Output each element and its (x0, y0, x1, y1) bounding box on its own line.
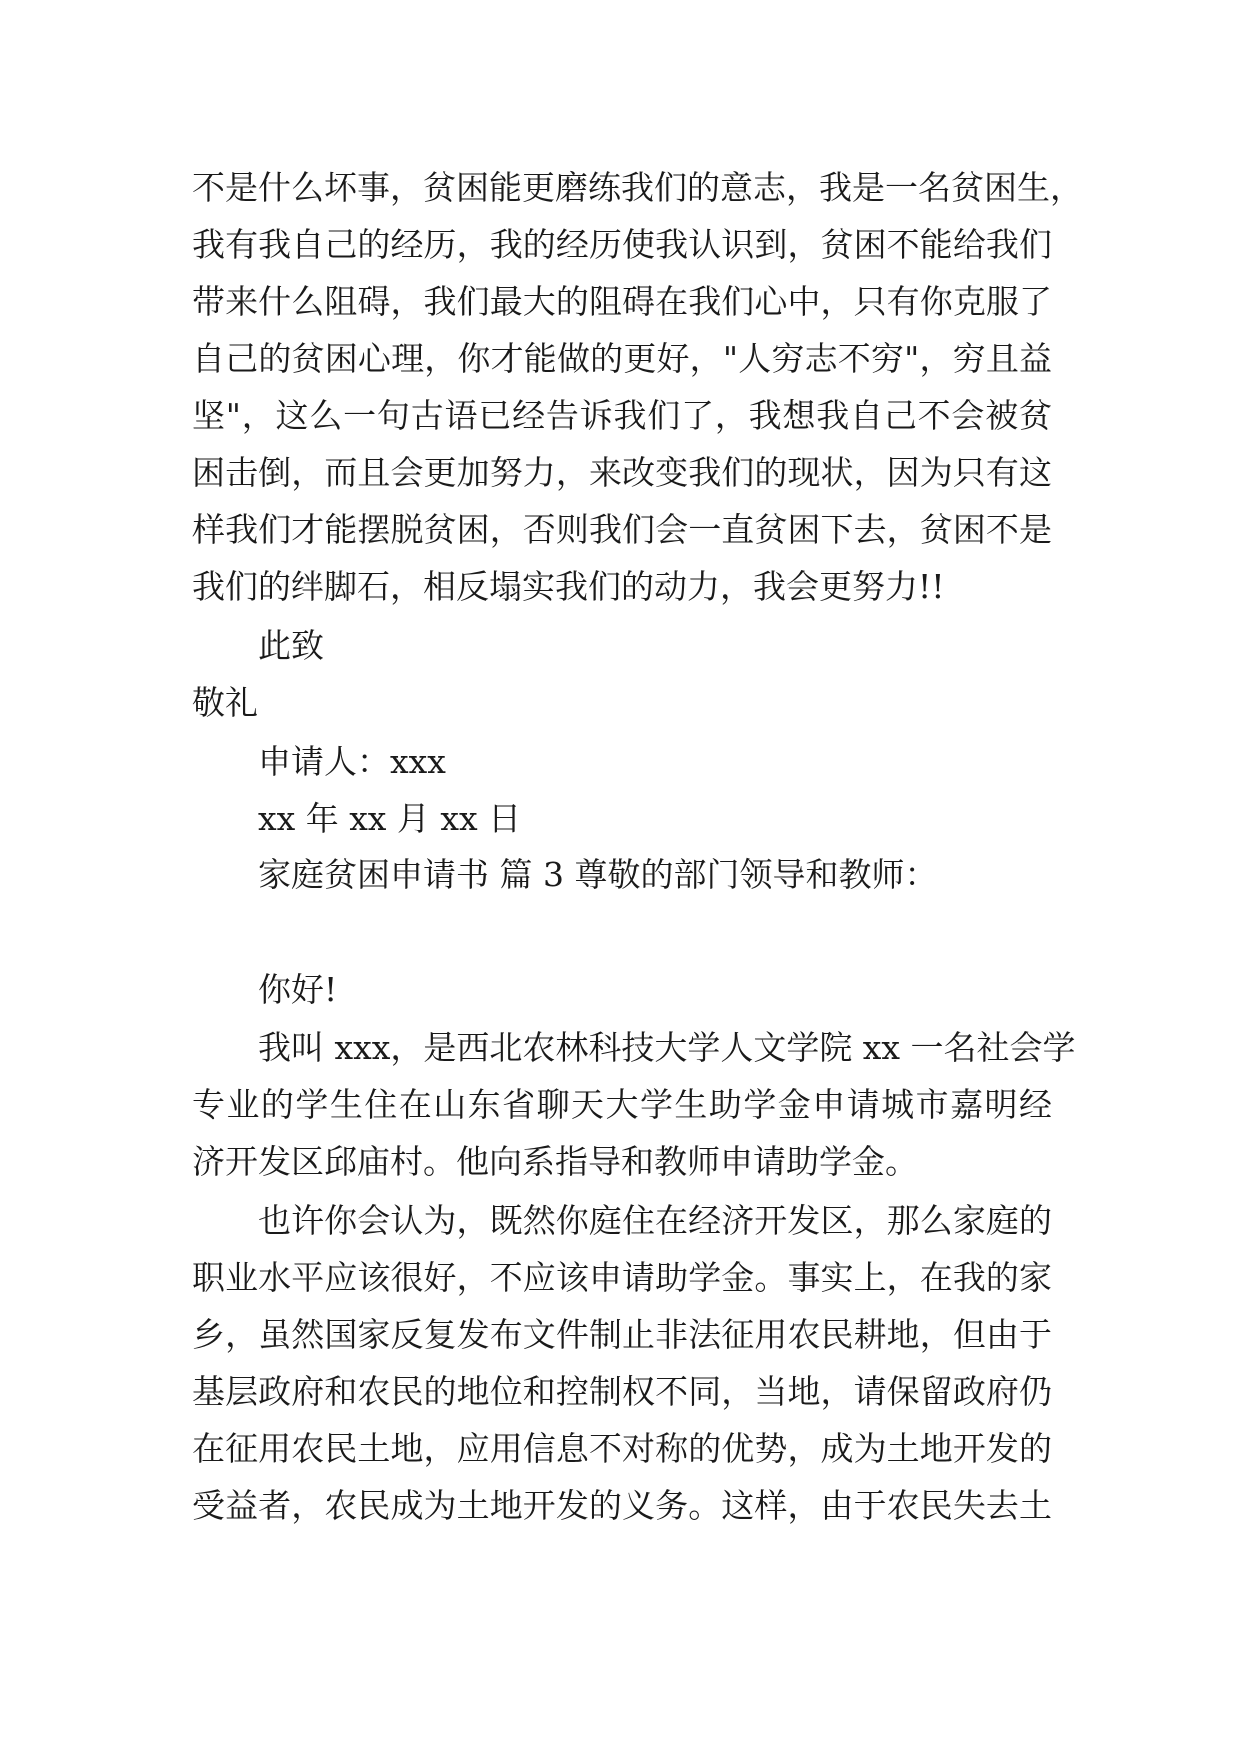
paragraph-line: 坚"，这么一句古语已经告诉我们了，我想我自己不会被贫 (192, 396, 1052, 435)
paragraph-line: 我们的绊脚石，相反塌实我们的动力，我会更努力!! (192, 567, 945, 606)
greeting: 你好! (258, 970, 338, 1009)
paragraph-line: 基层政府和农民的地位和控制权不同，当地，请保留政府仍 (192, 1372, 1052, 1411)
paragraph-line: 带来什么阻碍，我们最大的阻碍在我们心中，只有你克服了 (192, 282, 1052, 321)
paragraph-line: 我叫 xxx，是西北农林科技大学人文学院 xx 一名社会学 (258, 1028, 1076, 1067)
paragraph-line: 不是什么坏事，贫困能更磨练我们的意志，我是一名贫困生， (192, 168, 1083, 207)
paragraph-line: 样我们才能摆脱贫困，否则我们会一直贫困下去，贫困不是 (192, 510, 1052, 549)
paragraph-line: 困击倒，而且会更加努力，来改变我们的现状，因为只有这 (192, 453, 1052, 492)
paragraph-line: 自己的贫困心理，你才能做的更好，"人穷志不穷"，穷且益 (192, 339, 1052, 378)
paragraph-line: 也许你会认为，既然你庭住在经济开发区，那么家庭的 (258, 1201, 1052, 1240)
applicant-signature: 申请人：xxx (258, 742, 446, 781)
paragraph-line: 我有我自己的经历，我的经历使我认识到，贫困不能给我们 (192, 225, 1052, 264)
paragraph-line: 在征用农民土地，应用信息不对称的优势，成为土地开发的 (192, 1429, 1052, 1468)
paragraph-line: 受益者，农民成为土地开发的义务。这样，由于农民失去土 (192, 1486, 1052, 1525)
paragraph-line: 专业的学生住在山东省聊天大学生助学金申请城市嘉明经 (192, 1085, 1052, 1124)
paragraph-line: 职业水平应该很好，不应该申请助学金。事实上，在我的家 (192, 1258, 1052, 1297)
closing-salutation: 此致 (258, 626, 324, 665)
section-heading: 家庭贫困申请书 篇 3 尊敬的部门领导和教师： (258, 855, 938, 894)
paragraph-line: 乡，虽然国家反复发布文件制止非法征用农民耕地，但由于 (192, 1315, 1052, 1354)
signature-date: xx 年 xx 月 xx 日 (258, 799, 522, 838)
paragraph-line: 济开发区邱庙村。他向系指导和教师申请助学金。 (192, 1142, 918, 1181)
closing-regards: 敬礼 (192, 683, 258, 722)
